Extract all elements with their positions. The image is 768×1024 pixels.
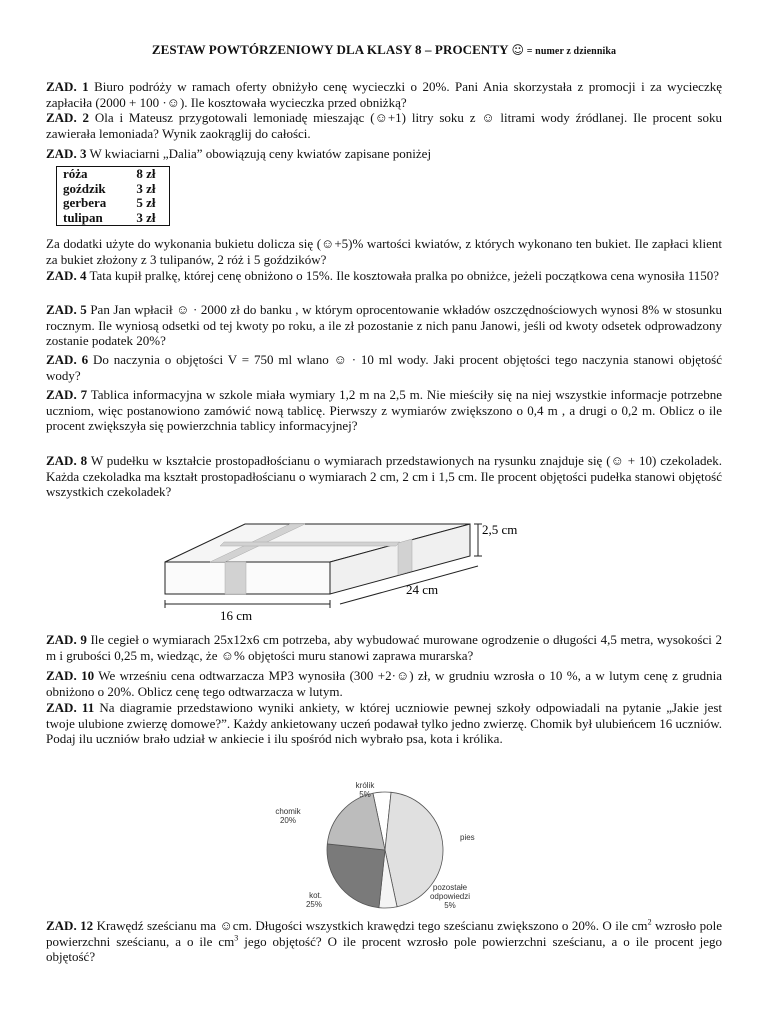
box-length-label: 24 cm (406, 582, 439, 597)
pie-label-kot: kot. 25% (305, 891, 322, 909)
task-4: ZAD. 4 Tata kupił pralkę, której cenę obniżono o 15%. Ile kosztowała pralka po obniżce, jeżeli początkowa cena wynosiła 1150? (46, 268, 720, 283)
box-width-label: 16 cm (220, 608, 253, 623)
table-row: róża 8 zł (63, 166, 156, 181)
task-5: ZAD. 5 Pan Jan wpłacił ☺ · 2000 zł do banku , w którym oprocentowanie wkładów oszczędnościowych wynosi 8% w stosunku rocznym. Ile wyniosą odsetki od tej kwoty po roku, a ile zł pozostanie z nich panu Janowi, jeśli od kwoty odsetek odprowadzony zostanie podatek 20%? (46, 302, 722, 349)
box-diagram (150, 512, 520, 627)
task-8: ZAD. 8 W pudełku w kształcie prostopadłościanu o wymiarach przedstawionych na rysunku znajduje się (☺ + 10) czekoladek. Każda czekoladka ma kształt prostopadłościanu o wymiarach 2 cm, 2 cm i 1,5 cm. Ile procent objętości pudełka stanowi objętość wszystkich czekoladek? (46, 453, 722, 500)
table-row: gerbera 5 zł (63, 195, 156, 210)
task-3: ZAD. 3 W kwiaciarni „Dalia” obowiązują ceny kwiatów zapisane poniżej (46, 146, 432, 161)
pie-label-pies: pies (460, 833, 475, 842)
task-10: ZAD. 10 We wrześniu cena odtwarzacza MP3 wynosiła (300 +2·☺) zł, w grudniu wzrosła o 10 %, a w lutym cenę z grudnia obniżono o 20%. Oblicz cenę tego odtwarzacza w lutym. (46, 668, 723, 699)
task-3-continued: Za dodatki użyte do wykonania bukietu dolicza się (☺+5)% wartości kwiatów, z których wykonano ten bukiet. Ile zapłaci klient za bukiet złożony z 3 tulipanów, 2 róż i 5 goździków? (46, 236, 722, 267)
table-row: tulipan 3 zł (63, 209, 156, 225)
pie-label-królik: królik 5% (355, 781, 375, 799)
ribbon-side (398, 539, 412, 575)
box-front-face (165, 562, 330, 594)
pie-chart (270, 778, 500, 918)
task-11: ZAD. 11 Na diagramie przedstawiono wyniki ankiety, w której uczniowie pewnej szkoły odpowiadali na pytanie „Jakie jest twoje ulubione zwierzę domowe?”. Każdy ankietowany uczeń podawał tylko jedno zwierzę. Chomik był ulubieńcem 16 uczniów. Podaj ilu uczniów brało udział w ankiecie i ilu spośród nich wybrało psa, kota i królika. (46, 700, 723, 747)
task-1: ZAD. 1 Biuro podróży w ramach oferty obniżyło cenę wycieczki o 20%. Pani Ania skorzystała z promocji i za wycieczkę zapłaciła (2000 + 100 ·☺). Ile kosztowała wycieczka przed obniżką? (46, 79, 722, 110)
task-2: ZAD. 2 Ola i Mateusz przygotowali lemoniadę mieszając (☺+1) litry soku z ☺ litrami wody źródlanej. Ile procent soku zawierała lemoniada? Wynik zaokrąglij do całości. (46, 110, 722, 141)
task-9: ZAD. 9 Ile cegieł o wymiarach 25x12x6 cm potrzeba, aby wybudować murowane ogrodzenie o długości 4,5 metra, wysokości 2 m i grubości 0,25 m, wiedząc, że ☺% objętości muru stanowi zaprawa murarska? (46, 632, 722, 663)
task-6: ZAD. 6 Do naczynia o objętości V = 750 ml wlano ☺ · 10 ml wody. Jaki procent objętości tego naczynia stanowi objętość wody? (46, 352, 722, 383)
box-height-label: 2,5 cm (482, 522, 518, 537)
ribbon-front (225, 562, 246, 594)
task-12: ZAD. 12 Krawędź sześcianu ma ☺cm. Długości wszystkich krawędzi tego sześcianu zwiększono o 20%. O ile $cm^2$ wzrosło pole powierzchni sześcianu, a o ile $cm^3$ jego objętość? O ile procent wzrosło pole powierzchni sześcianu, a o ile procent jego objętość? (46, 917, 722, 965)
pie-label-chomik: chomik 20% (275, 807, 301, 825)
flower-price-table (56, 166, 170, 226)
worksheet-title: ZESTAW POWTÓRZENIOWY DLA KLASY 8 – PROCENTY ☺ = numer z dziennika (151, 42, 617, 57)
pie-label-pozostałe-odpowiedzi: pozostałe odpowiedzi 5% (429, 883, 471, 910)
smiley-icon: ☺ (511, 43, 525, 57)
task-7: ZAD. 7 Tablica informacyjna w szkole miała wymiary 1,2 m na 2,5 m. Nie mieściły się na niej wszystkie informacje potrzebne uczniom, więc postanowiono zamówić nową tablicę. Pierwszy z wymiarów zwiększono o 0,4 m , a drugi o 0,2 m. Oblicz o ile procent zwiększyła się powierzchnia tablicy informacyjnej? (46, 387, 722, 434)
table-row: goździk 3 zł (63, 180, 156, 196)
pie-slice-kot (327, 844, 385, 908)
ribbon-top-cross (220, 542, 400, 546)
